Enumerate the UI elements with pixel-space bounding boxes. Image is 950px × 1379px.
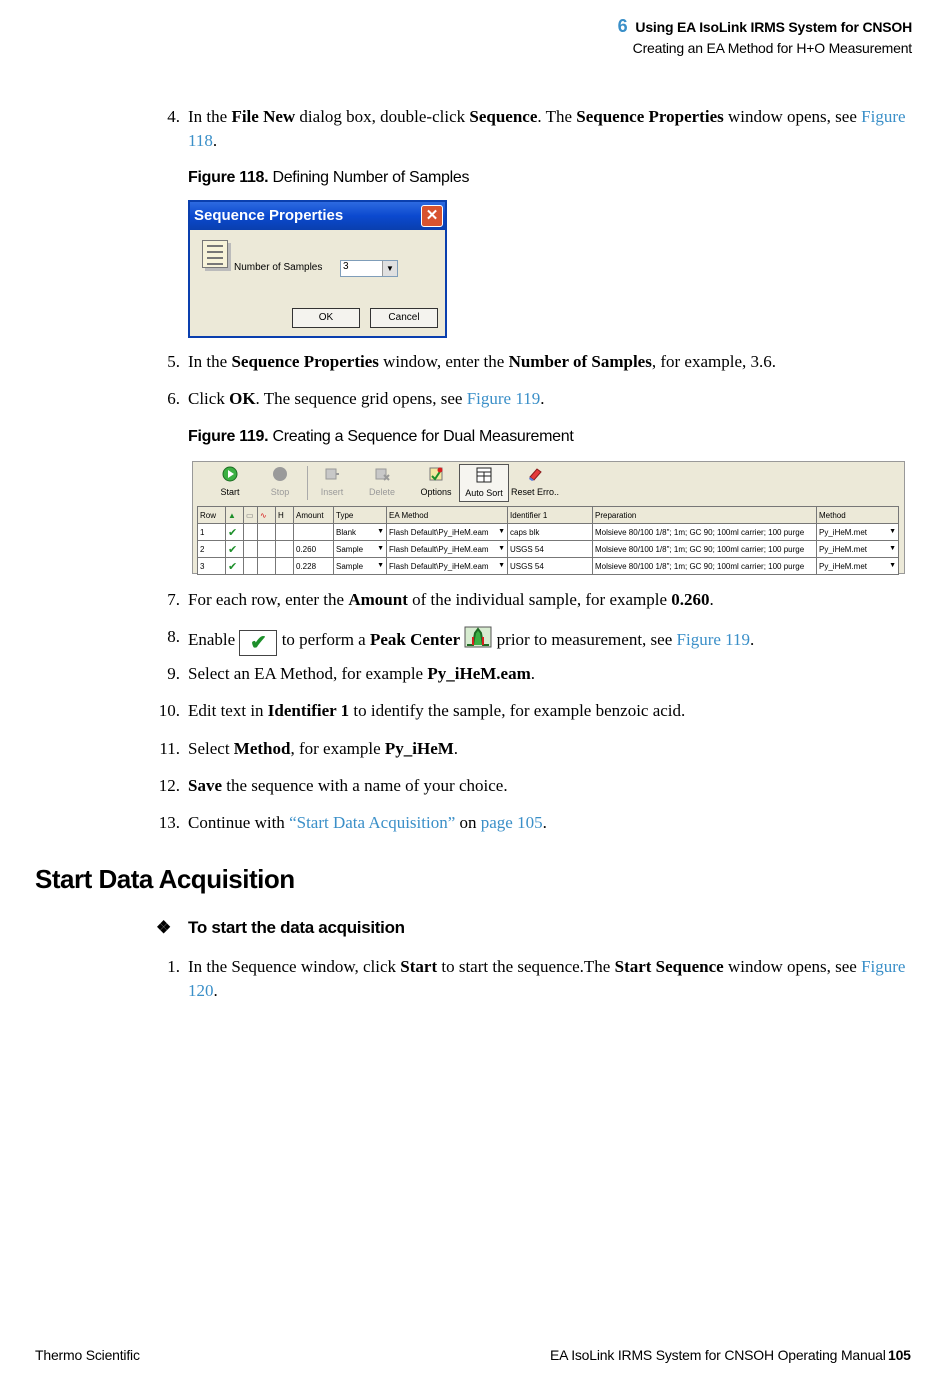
chevron-down-icon: ▼ [498, 527, 505, 535]
figure-118-caption: Figure 118. Defining Number of Samples [188, 169, 470, 186]
signal-icon: ∿ [260, 510, 267, 520]
insert-button[interactable]: Insert [317, 464, 347, 502]
col-h3[interactable]: H [276, 507, 294, 524]
figure-119-caption: Figure 119. Creating a Sequence for Dual Measurement [188, 428, 574, 445]
col-preview[interactable] [244, 507, 258, 524]
peak-center-checkbox[interactable]: ✔ [226, 558, 244, 575]
chapter-number: 6 [617, 16, 628, 36]
step-6: 6. Click OK. The sequence grid opens, see Figure 119. [167, 389, 545, 408]
sequence-grid [192, 461, 905, 574]
step-12: 12. Save the sequence with a name of your choice. [158, 776, 508, 795]
eraser-icon [527, 466, 543, 482]
peak-center-checkbox[interactable]: ✔ [226, 541, 244, 558]
table-row[interactable]: 1 ✔ Blank ▼ Flash Default\Py_iHeM.eam ▼ caps blk Molsieve 80/100 1/8"; 1m; GC 90; 100ml carrier; 100 purge Py_iHeM.met ▼ [198, 524, 899, 541]
col-ea-method[interactable]: EA Method [387, 507, 508, 524]
peak-center-icon: ▲ [228, 510, 236, 520]
start-button[interactable]: Start [215, 464, 245, 502]
reset-error-button[interactable]: Reset Erro.. [511, 464, 559, 502]
col-peak-center[interactable] [226, 507, 244, 524]
col-type[interactable]: Type [334, 507, 387, 524]
footer-company: Thermo Scientific [35, 1347, 140, 1363]
ok-button[interactable]: OK [292, 308, 360, 328]
section-heading: Start Data Acquisition [35, 864, 295, 894]
chevron-down-icon[interactable]: ▼ [382, 261, 397, 276]
auto-sort-icon [476, 467, 492, 483]
figure-119-link[interactable]: Figure 119 [466, 389, 541, 408]
section-title: Creating an EA Method for H+O Measurement [632, 40, 912, 56]
figure-119-link[interactable]: Figure 119 [676, 630, 751, 649]
figure-118-link[interactable]: Figure 118 [188, 107, 906, 150]
col-row[interactable]: Row [198, 507, 226, 524]
col-amount[interactable]: Amount [294, 507, 334, 524]
options-icon [428, 466, 444, 482]
delete-button[interactable]: Delete [367, 464, 397, 502]
peak-center-icon [464, 625, 492, 649]
chart-icon: ▭ [246, 510, 254, 520]
chevron-down-icon: ▼ [889, 561, 896, 569]
start-data-acquisition-link[interactable]: “Start Data Acquisition” [289, 813, 456, 832]
col-identifier[interactable]: Identifier 1 [508, 507, 593, 524]
number-of-samples-combo[interactable]: 3 ▼ [340, 260, 398, 277]
step-1: 1. In the Sequence window, click Start to start the sequence.The Start Sequence window opens, see Figure 120. [167, 957, 906, 1000]
page-105-link[interactable]: page 105 [480, 813, 543, 832]
step-8: 8. Enable ✔ to perform a Peak Center prior to measurement, see Figure 119. [167, 627, 755, 654]
chevron-down-icon: ▼ [377, 544, 384, 552]
step-11: 11. Select Method, for example Py_iHeM. [159, 739, 459, 758]
chevron-down-icon: ▼ [498, 561, 505, 569]
procedure-heading: ❖ To start the data acquisition [156, 918, 405, 937]
stop-icon [272, 466, 288, 482]
auto-sort-button[interactable]: Auto Sort [459, 464, 509, 502]
chevron-down-icon: ▼ [889, 527, 896, 535]
step-13: 13. Continue with “Start Data Acquisition” on page 105. [158, 813, 547, 832]
play-icon [222, 466, 238, 482]
options-button[interactable]: Options [419, 464, 453, 502]
close-icon[interactable]: ✕ [421, 205, 443, 227]
sequence-table [197, 506, 899, 575]
document-icon [202, 240, 228, 268]
footer-manual-title: EA IsoLink IRMS System for CNSOH Operating Manual [550, 1347, 886, 1363]
col-preparation[interactable]: Preparation [593, 507, 817, 524]
step-9: 9. Select an EA Method, for example Py_iHeM.eam. [167, 664, 535, 683]
chevron-down-icon: ▼ [377, 527, 384, 535]
figure-120-link[interactable]: Figure 120 [188, 957, 906, 1000]
page-number: 105 [888, 1347, 911, 1363]
sequence-properties-dialog [188, 200, 447, 338]
step-5: 5. In the Sequence Properties window, enter the Number of Samples, for example, 3.6. [167, 352, 776, 371]
checkmark-icon: ✔ [239, 630, 277, 656]
chevron-down-icon: ▼ [498, 544, 505, 552]
col-signal[interactable] [258, 507, 276, 524]
delete-row-icon [374, 466, 390, 482]
diamond-bullet-icon: ❖ [156, 918, 171, 937]
col-method[interactable]: Method [817, 507, 899, 524]
chapter-title: Using EA IsoLink IRMS System for CNSOH [635, 19, 912, 35]
stop-button[interactable]: Stop [265, 464, 295, 502]
number-of-samples-label: Number of Samples [234, 262, 323, 273]
dialog-title: Sequence Properties [190, 202, 445, 230]
chevron-down-icon: ▼ [377, 561, 384, 569]
insert-row-icon [324, 466, 340, 482]
table-row[interactable]: 3 ✔ 0.228 Sample ▼ Flash Default\Py_iHeM.eam ▼ USGS 54 Molsieve 80/100 1/8"; 1m; GC 90; 100ml carrier; 100 purge Py_iHeM.met ▼ [198, 558, 899, 575]
table-row[interactable]: 2 ✔ 0.260 Sample ▼ Flash Default\Py_iHeM.eam ▼ USGS 54 Molsieve 80/100 1/8"; 1m; GC 90; 100ml carrier; 100 purge Py_iHeM.met ▼ [198, 541, 899, 558]
chevron-down-icon: ▼ [889, 544, 896, 552]
step-4: 4. In the File New dialog box, double-click Sequence. The Sequence Properties window opens, see Figure 118. [167, 107, 906, 150]
step-7: 7. For each row, enter the Amount of the individual sample, for example 0.260. [167, 590, 714, 609]
cancel-button[interactable]: Cancel [370, 308, 438, 328]
running-header [618, 16, 912, 56]
peak-center-checkbox[interactable]: ✔ [226, 524, 244, 541]
step-10: 10. Edit text in Identifier 1 to identify the sample, for example benzoic acid. [158, 701, 686, 720]
